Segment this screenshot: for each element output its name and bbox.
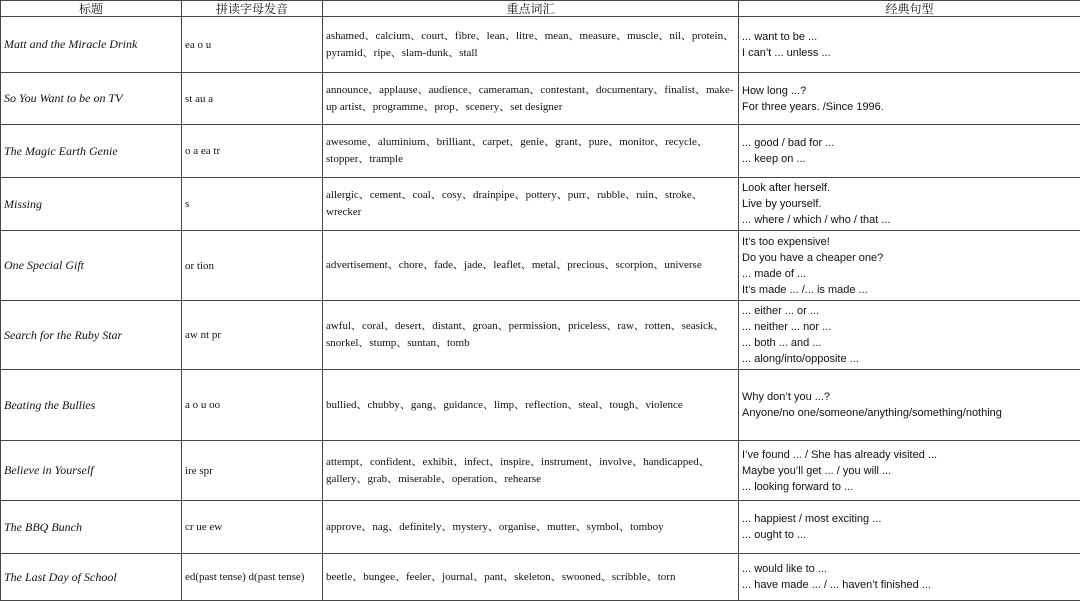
sentence-line: ... along/into/opposite ...: [742, 351, 1077, 367]
row-vocab: advertisement、chore、fade、jade、leaflet、metal、precious、scorpion、universe: [323, 231, 739, 301]
row-sentences: [739, 370, 1080, 441]
row-vocab: ashamed、calcium、court、fibre、lean、litre、mean、measure、muscle、nil、protein、pyramid、ripe、slam-dunk、stall: [323, 17, 739, 73]
sentence-line: How long ...?: [742, 83, 1077, 99]
row-title: Search for the Ruby Star: [1, 301, 182, 370]
sentence-line: Live by yourself.: [742, 196, 1077, 212]
sentence-line: I can’t ... unless ...: [742, 45, 1077, 61]
sentence-line: It’s too expensive!: [742, 234, 1077, 250]
row-title: The Magic Earth Genie: [1, 125, 182, 178]
sentence-line: Maybe you’ll get ... / you will ...: [742, 463, 1077, 479]
row-phonics: o a ea tr: [182, 125, 323, 178]
table-row: [1, 554, 1080, 601]
table-row: [1, 231, 1080, 301]
row-phonics: ed(past tense) d(past tense): [182, 554, 323, 601]
sentence-line: ... made of ...: [742, 266, 1077, 282]
sentence-line: ... keep on ...: [742, 151, 1077, 167]
table-row: [1, 370, 1080, 441]
row-title: Believe in Yourself: [1, 441, 182, 501]
sentence-line: ... would like to ...: [742, 561, 1077, 577]
row-vocab: awesome、aluminium、brilliant、carpet、genie、grant、pure、monitor、recycle、stopper、trample: [323, 125, 739, 178]
header-row: [1, 1, 1080, 17]
row-title: Missing: [1, 178, 182, 231]
header-vocab: 重点词汇: [323, 1, 739, 17]
sentence-line: ... want to be ...: [742, 29, 1077, 45]
row-phonics: st au a: [182, 73, 323, 125]
sentence-line: Look after herself.: [742, 180, 1077, 196]
table-row: [1, 73, 1080, 125]
row-vocab: bullied、chubby、gang、guidance、limp、reflection、steal、tough、violence: [323, 370, 739, 441]
row-vocab: awful、coral、desert、distant、groan、permission、priceless、raw、rotten、seasick、snorkel、stump、suntan、tomb: [323, 301, 739, 370]
sentence-line: Do you have a cheaper one?: [742, 250, 1077, 266]
row-sentences: [739, 178, 1080, 231]
row-title: So You Want to be on TV: [1, 73, 182, 125]
table-row: [1, 441, 1080, 501]
table-row: [1, 17, 1080, 73]
sentence-line: Why don’t you ...?: [742, 389, 1077, 405]
row-phonics: ea o u: [182, 17, 323, 73]
row-vocab: beetle、bungee、feeler、journal、pant、skeleton、swooned、scribble、torn: [323, 554, 739, 601]
row-sentences: [739, 554, 1080, 601]
row-vocab: attempt、confident、exhibit、infect、inspire、instrument、involve、handicapped、gallery、grab、miserable、operation、rehearse: [323, 441, 739, 501]
row-vocab: allergic、cement、coal、cosy、drainpipe、pottery、purr、rubble、ruin、stroke、wrecker: [323, 178, 739, 231]
row-title: The Last Day of School: [1, 554, 182, 601]
row-sentences: [739, 301, 1080, 370]
row-sentences: [739, 231, 1080, 301]
row-phonics: ire spr: [182, 441, 323, 501]
row-sentences: [739, 441, 1080, 501]
row-vocab: announce、applause、audience、cameraman、contestant、documentary、finalist、make-up artist、programme、prop、scenery、set designer: [323, 73, 739, 125]
sentence-line: ... have made ... / ... haven’t finished ...: [742, 577, 1077, 593]
row-title: Beating the Bullies: [1, 370, 182, 441]
sentence-line: ... both ... and ...: [742, 335, 1077, 351]
sentence-line: ... ought to ...: [742, 527, 1077, 543]
row-vocab: approve、nag、definitely、mystery、organise、mutter、symbol、tomboy: [323, 501, 739, 554]
sentence-line: It’s made ... /... is made ...: [742, 282, 1077, 298]
row-phonics: or tion: [182, 231, 323, 301]
sentence-line: ... either ... or ...: [742, 303, 1077, 319]
row-sentences: [739, 73, 1080, 125]
header-title: 标题: [1, 1, 182, 17]
header-phonics: 拼读字母发音: [182, 1, 323, 17]
row-phonics: s: [182, 178, 323, 231]
table-row: [1, 301, 1080, 370]
table-row: [1, 178, 1080, 231]
sentence-line: ... looking forward to ...: [742, 479, 1077, 495]
sentence-line: ... neither ... nor ...: [742, 319, 1077, 335]
header-sentences: 经典句型: [739, 1, 1080, 17]
sentence-line: ... where / which / who / that ...: [742, 212, 1077, 228]
row-sentences: [739, 501, 1080, 554]
sentence-line: For three years. /Since 1996.: [742, 99, 1077, 115]
sentence-line: Anyone/no one/someone/anything/something/nothing: [742, 405, 1077, 421]
table-row: [1, 125, 1080, 178]
row-phonics: a o u oo: [182, 370, 323, 441]
row-phonics: cr ue ew: [182, 501, 323, 554]
sentence-line: ... happiest / most exciting ...: [742, 511, 1077, 527]
row-sentences: [739, 125, 1080, 178]
row-sentences: [739, 17, 1080, 73]
sentence-line: ... good / bad for ...: [742, 135, 1077, 151]
row-title: The BBQ Bunch: [1, 501, 182, 554]
table-row: [1, 501, 1080, 554]
row-title: Matt and the Miracle Drink: [1, 17, 182, 73]
sentence-line: I’ve found ... / She has already visited ...: [742, 447, 1077, 463]
row-phonics: aw nt pr: [182, 301, 323, 370]
row-title: One Special Gift: [1, 231, 182, 301]
